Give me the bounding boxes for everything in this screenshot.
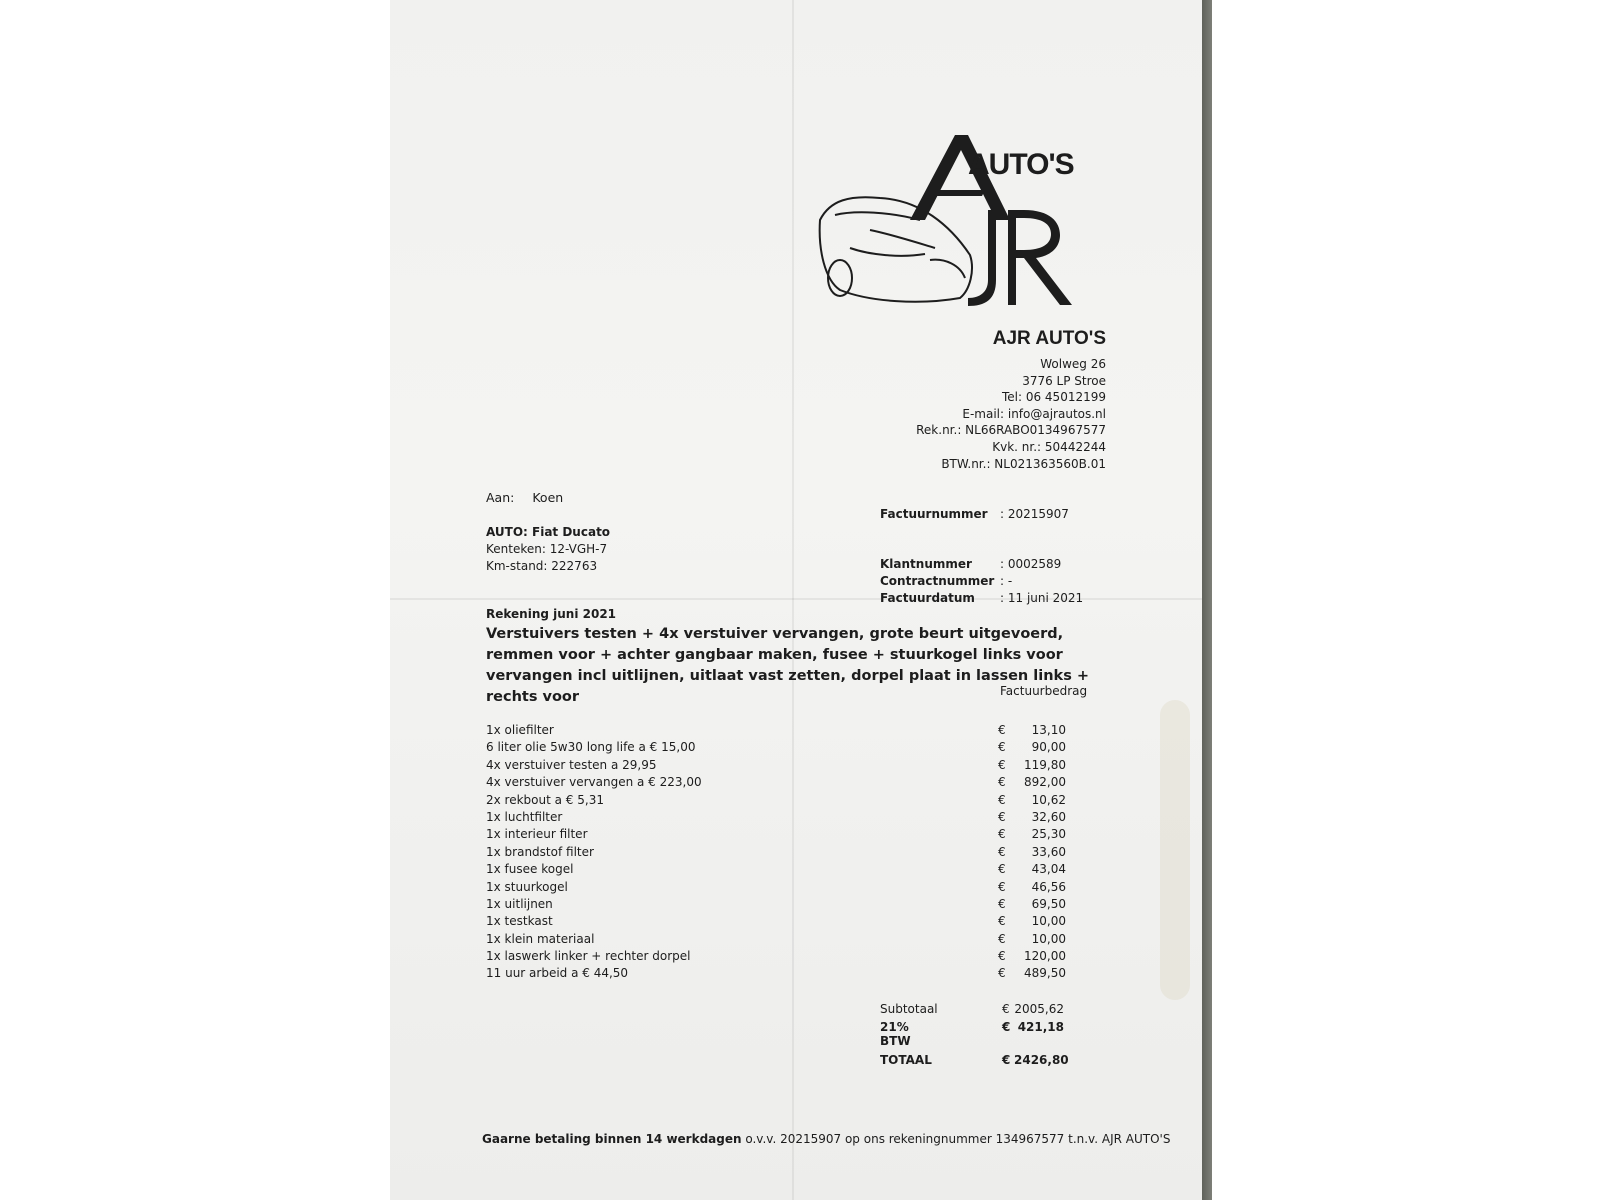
line-item <box>486 897 1086 914</box>
line-item-amount: 32,60 <box>1031 809 1066 824</box>
company-email: E-mail: info@ajrautos.nl <box>962 406 1106 421</box>
currency-symbol: € <box>1002 1002 1010 1016</box>
currency-symbol: € <box>998 723 1006 737</box>
line-item-amount: 90,00 <box>1031 740 1066 755</box>
line-item <box>486 775 1086 792</box>
contract-number-label: Contractnummer <box>880 574 995 588</box>
payment-reference: o.v.v. 20215907 op ons rekeningnummer 134967577 t.n.v. AJR AUTO'S <box>741 1132 1171 1146</box>
line-item-amount: 33,60 <box>1031 844 1066 859</box>
currency-symbol: € <box>998 879 1006 894</box>
line-item <box>486 932 1086 949</box>
line-item-description: 2x rekbout a € 5,31 <box>486 792 604 807</box>
line-item-amount: 119,80 <box>1024 757 1066 772</box>
background-right <box>1212 0 1600 1200</box>
invoice-period: Rekening juni 2021 <box>486 607 617 621</box>
line-item <box>486 880 1086 897</box>
currency-symbol: € <box>998 809 1006 824</box>
invoice-date-value: : 11 juni 2021 <box>1000 591 1084 605</box>
customer-number-value: : 0002589 <box>1000 557 1062 571</box>
line-item <box>486 966 1086 983</box>
company-logo <box>810 130 1110 310</box>
company-kvk: Kvk. nr.: 50442244 <box>992 439 1106 454</box>
line-item-amount: 489,50 <box>1024 966 1066 981</box>
recipient-name: Koen <box>532 490 564 505</box>
subtotal-label: Subtotaal <box>880 1002 938 1016</box>
line-item-description: 1x oliefilter <box>486 723 554 737</box>
company-phone: Tel: 06 45012199 <box>1001 390 1106 405</box>
line-item-amount: 892,00 <box>1024 775 1066 790</box>
line-item-amount: 43,04 <box>1031 862 1066 877</box>
line-item <box>486 827 1086 844</box>
currency-symbol: € <box>1002 1053 1011 1067</box>
line-item-description: 4x verstuiver testen a 29,95 <box>486 757 657 772</box>
customer-number-label: Klantnummer <box>880 557 972 571</box>
payment-terms: Gaarne betaling binnen 14 werkdagen <box>482 1132 742 1146</box>
vat-amount: 421,18 <box>1017 1019 1064 1034</box>
line-item-description: 11 uur arbeid a € 44,50 <box>486 966 629 981</box>
invoice-date-label: Factuurdatum <box>880 591 975 605</box>
amount-column-header: Factuurbedrag <box>1000 684 1088 698</box>
currency-symbol: € <box>998 896 1006 911</box>
vehicle-plate: Kenteken: 12-VGH-7 <box>486 542 608 556</box>
currency-symbol: € <box>998 792 1006 807</box>
line-item-amount: 13,10 <box>1031 723 1066 737</box>
line-item-description: 6 liter olie 5w30 long life a € 15,00 <box>486 740 696 755</box>
vehicle-info <box>486 524 610 575</box>
currency-symbol: € <box>998 862 1006 877</box>
company-btw: BTW.nr.: NL021363560B.01 <box>941 456 1106 471</box>
company-name: AJR AUTO'S <box>992 328 1106 349</box>
line-item-description: 1x interieur filter <box>486 827 588 842</box>
company-details <box>916 328 1106 472</box>
total-label: TOTAAL <box>880 1053 932 1067</box>
invoice-paper <box>390 0 1202 1200</box>
currency-symbol: € <box>998 914 1006 929</box>
contract-number-value: : - <box>1000 574 1013 588</box>
line-item-description: 1x luchtfilter <box>486 809 563 824</box>
invoice-meta-block <box>880 556 1083 607</box>
company-bank: Rek.nr.: NL66RABO0134967577 <box>916 423 1106 438</box>
recipient <box>486 490 563 505</box>
invoice-number-value: : 20215907 <box>1000 507 1069 521</box>
line-item-amount: 25,30 <box>1031 827 1066 842</box>
work-description: Verstuivers testen + 4x verstuiver vervangen, grote beurt uitgevoerd, remmen voor + achter gangbaar maken, fusee + stuurkogel links voor vervangen incl uitlijnen, uitlaat vast zetten, dorpel plaat in lassen links + rechts voor <box>486 626 1090 705</box>
line-item-amount: 10,00 <box>1031 931 1066 946</box>
paper-stain <box>1160 700 1190 1000</box>
line-item-description: 1x uitlijnen <box>486 896 553 911</box>
line-item-amount: 69,50 <box>1031 896 1066 911</box>
line-item <box>486 740 1086 757</box>
line-item-description: 1x testkast <box>486 914 553 929</box>
line-item-description: 4x verstuiver vervangen a € 223,00 <box>486 775 702 790</box>
vat-label: 21% BTW <box>880 1019 911 1048</box>
currency-symbol: € <box>998 740 1006 755</box>
invoice-number-block <box>880 506 1069 523</box>
currency-symbol: € <box>998 775 1006 790</box>
line-item <box>486 914 1086 931</box>
company-postcode: 3776 LP Stroe <box>1022 373 1106 388</box>
line-item <box>486 723 1086 740</box>
logo-word-top: AUTO'S <box>968 148 1074 181</box>
line-item <box>486 845 1086 862</box>
currency-symbol: € <box>998 827 1006 842</box>
line-item <box>486 949 1086 966</box>
payment-footer <box>482 1132 1170 1146</box>
line-item-description: 1x stuurkogel <box>486 879 568 894</box>
line-item-amount: 46,56 <box>1031 879 1066 894</box>
line-item <box>486 793 1086 810</box>
line-items <box>486 723 1086 984</box>
line-item-amount: 10,62 <box>1031 792 1066 807</box>
vehicle-mileage: Km-stand: 222763 <box>486 559 598 573</box>
line-item-description: 1x klein materiaal <box>486 931 595 946</box>
company-address: Wolweg 26 <box>1040 357 1106 371</box>
line-item-amount: 120,00 <box>1024 949 1066 964</box>
line-item-description: 1x laswerk linker + rechter dorpel <box>486 949 691 964</box>
currency-symbol: € <box>1002 1019 1011 1034</box>
line-item <box>486 758 1086 775</box>
currency-symbol: € <box>998 966 1006 981</box>
currency-symbol: € <box>998 931 1006 946</box>
vehicle-model: AUTO: Fiat Ducato <box>486 525 611 539</box>
invoice-number-label: Factuurnummer <box>880 507 988 521</box>
line-item <box>486 810 1086 827</box>
currency-symbol: € <box>998 844 1006 859</box>
total-amount: 2426,80 <box>1014 1053 1069 1067</box>
fold-line-vertical <box>792 0 794 1200</box>
line-item-description: 1x fusee kogel <box>486 862 574 877</box>
line-item <box>486 862 1086 879</box>
recipient-label: Aan: <box>486 490 515 505</box>
line-item-amount: 10,00 <box>1031 914 1066 929</box>
background-left <box>0 0 390 1200</box>
currency-symbol: € <box>998 757 1006 772</box>
currency-symbol: € <box>998 949 1006 964</box>
subtotal-amount: 2005,62 <box>1014 1002 1064 1016</box>
line-item-description: 1x brandstof filter <box>486 844 594 859</box>
